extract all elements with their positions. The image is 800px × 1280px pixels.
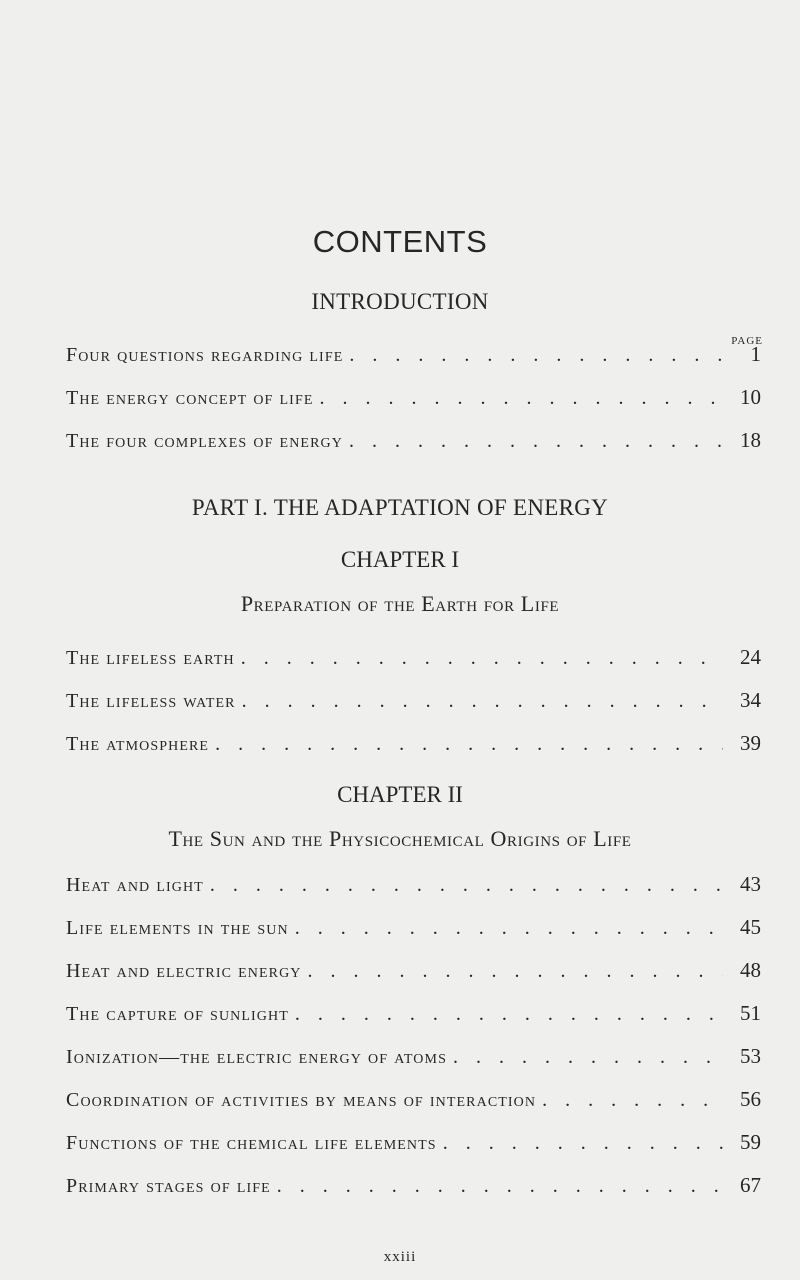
toc-entry-page: 10 <box>740 385 761 409</box>
chapter-1-title: Preparation of the Earth for Life <box>240 591 560 616</box>
toc-entry-page: 59 <box>740 1130 761 1154</box>
toc-entry-page: 39 <box>740 731 761 755</box>
dot-leader <box>447 1043 723 1071</box>
dot-leader <box>204 871 723 899</box>
page-column-label: PAGE <box>731 335 763 347</box>
toc-entry-label: Coordination of activities by means of interaction <box>66 1089 537 1111</box>
dot-leader <box>289 1000 723 1028</box>
toc-entry-ch1-3[interactable] <box>66 729 761 757</box>
toc-entry-intro-2[interactable] <box>66 383 761 411</box>
toc-entry-ch2-6[interactable] <box>66 1085 761 1113</box>
toc-entry-page: 43 <box>740 872 761 896</box>
toc-entry-page: 24 <box>740 645 761 669</box>
toc-entry-label: Heat and electric energy <box>66 960 302 982</box>
dot-leader <box>536 1086 723 1114</box>
toc-entry-page: 45 <box>740 915 761 939</box>
dot-leader <box>314 384 724 412</box>
toc-entry-page: 56 <box>740 1087 761 1111</box>
introduction-heading: INTRODUCTION <box>311 289 489 314</box>
dot-leader <box>289 914 723 942</box>
toc-entry-page: 53 <box>740 1044 761 1068</box>
toc-entry-ch2-2[interactable] <box>66 913 761 941</box>
page-folio: xxiii <box>383 1249 417 1265</box>
toc-entry-label: Ionization—the electric energy of atoms <box>66 1046 447 1068</box>
toc-entry-page: 67 <box>740 1173 761 1197</box>
toc-entry-label: The capture of sunlight <box>66 1003 289 1025</box>
toc-entry-ch2-5[interactable] <box>66 1042 761 1070</box>
dot-leader <box>343 427 723 455</box>
contents-title: CONTENTS <box>312 224 488 259</box>
toc-entry-label: Primary stages of life <box>66 1175 271 1197</box>
dot-leader <box>271 1172 723 1200</box>
toc-entry-page: 18 <box>740 428 761 452</box>
toc-entry-ch2-8[interactable] <box>66 1171 761 1199</box>
dot-leader <box>209 730 723 758</box>
toc-entry-label: Heat and light <box>66 874 204 896</box>
toc-entry-ch2-1[interactable] <box>66 870 761 898</box>
toc-entry-label: The lifeless water <box>66 690 236 712</box>
toc-entry-label: The lifeless earth <box>66 647 235 669</box>
dot-leader <box>235 644 723 672</box>
dot-leader <box>343 341 723 369</box>
toc-entry-page: 34 <box>740 688 761 712</box>
toc-entry-ch1-1[interactable] <box>66 643 761 671</box>
chapter-2-title: The Sun and the Physicochemical Origins of Life <box>168 826 632 851</box>
toc-entry-label: The four complexes of energy <box>66 430 343 452</box>
toc-entry-page: 1 <box>750 342 761 366</box>
toc-entry-intro-1[interactable] <box>66 340 761 368</box>
toc-entry-ch2-4[interactable] <box>66 999 761 1027</box>
toc-entry-ch2-7[interactable] <box>66 1128 761 1156</box>
dot-leader <box>236 687 723 715</box>
toc-entry-label: The atmosphere <box>66 733 210 755</box>
chapter-1-heading: CHAPTER I <box>340 547 460 572</box>
toc-entry-intro-3[interactable] <box>66 426 761 454</box>
toc-entry-label: Life elements in the sun <box>66 917 289 939</box>
toc-entry-label: The energy concept of life <box>66 387 314 409</box>
toc-entry-page: 51 <box>740 1001 761 1025</box>
toc-entry-page: 48 <box>740 958 761 982</box>
dot-leader <box>302 957 724 985</box>
toc-entry-ch2-3[interactable] <box>66 956 761 984</box>
chapter-2-heading: CHAPTER II <box>337 782 463 807</box>
toc-entry-label: Functions of the chemical life elements <box>66 1132 437 1154</box>
toc-entry-ch1-2[interactable] <box>66 686 761 714</box>
toc-entry-label: Four questions regarding life <box>66 344 344 366</box>
part-heading: PART I. THE ADAPTATION OF ENERGY <box>191 495 609 520</box>
dot-leader <box>437 1129 723 1157</box>
